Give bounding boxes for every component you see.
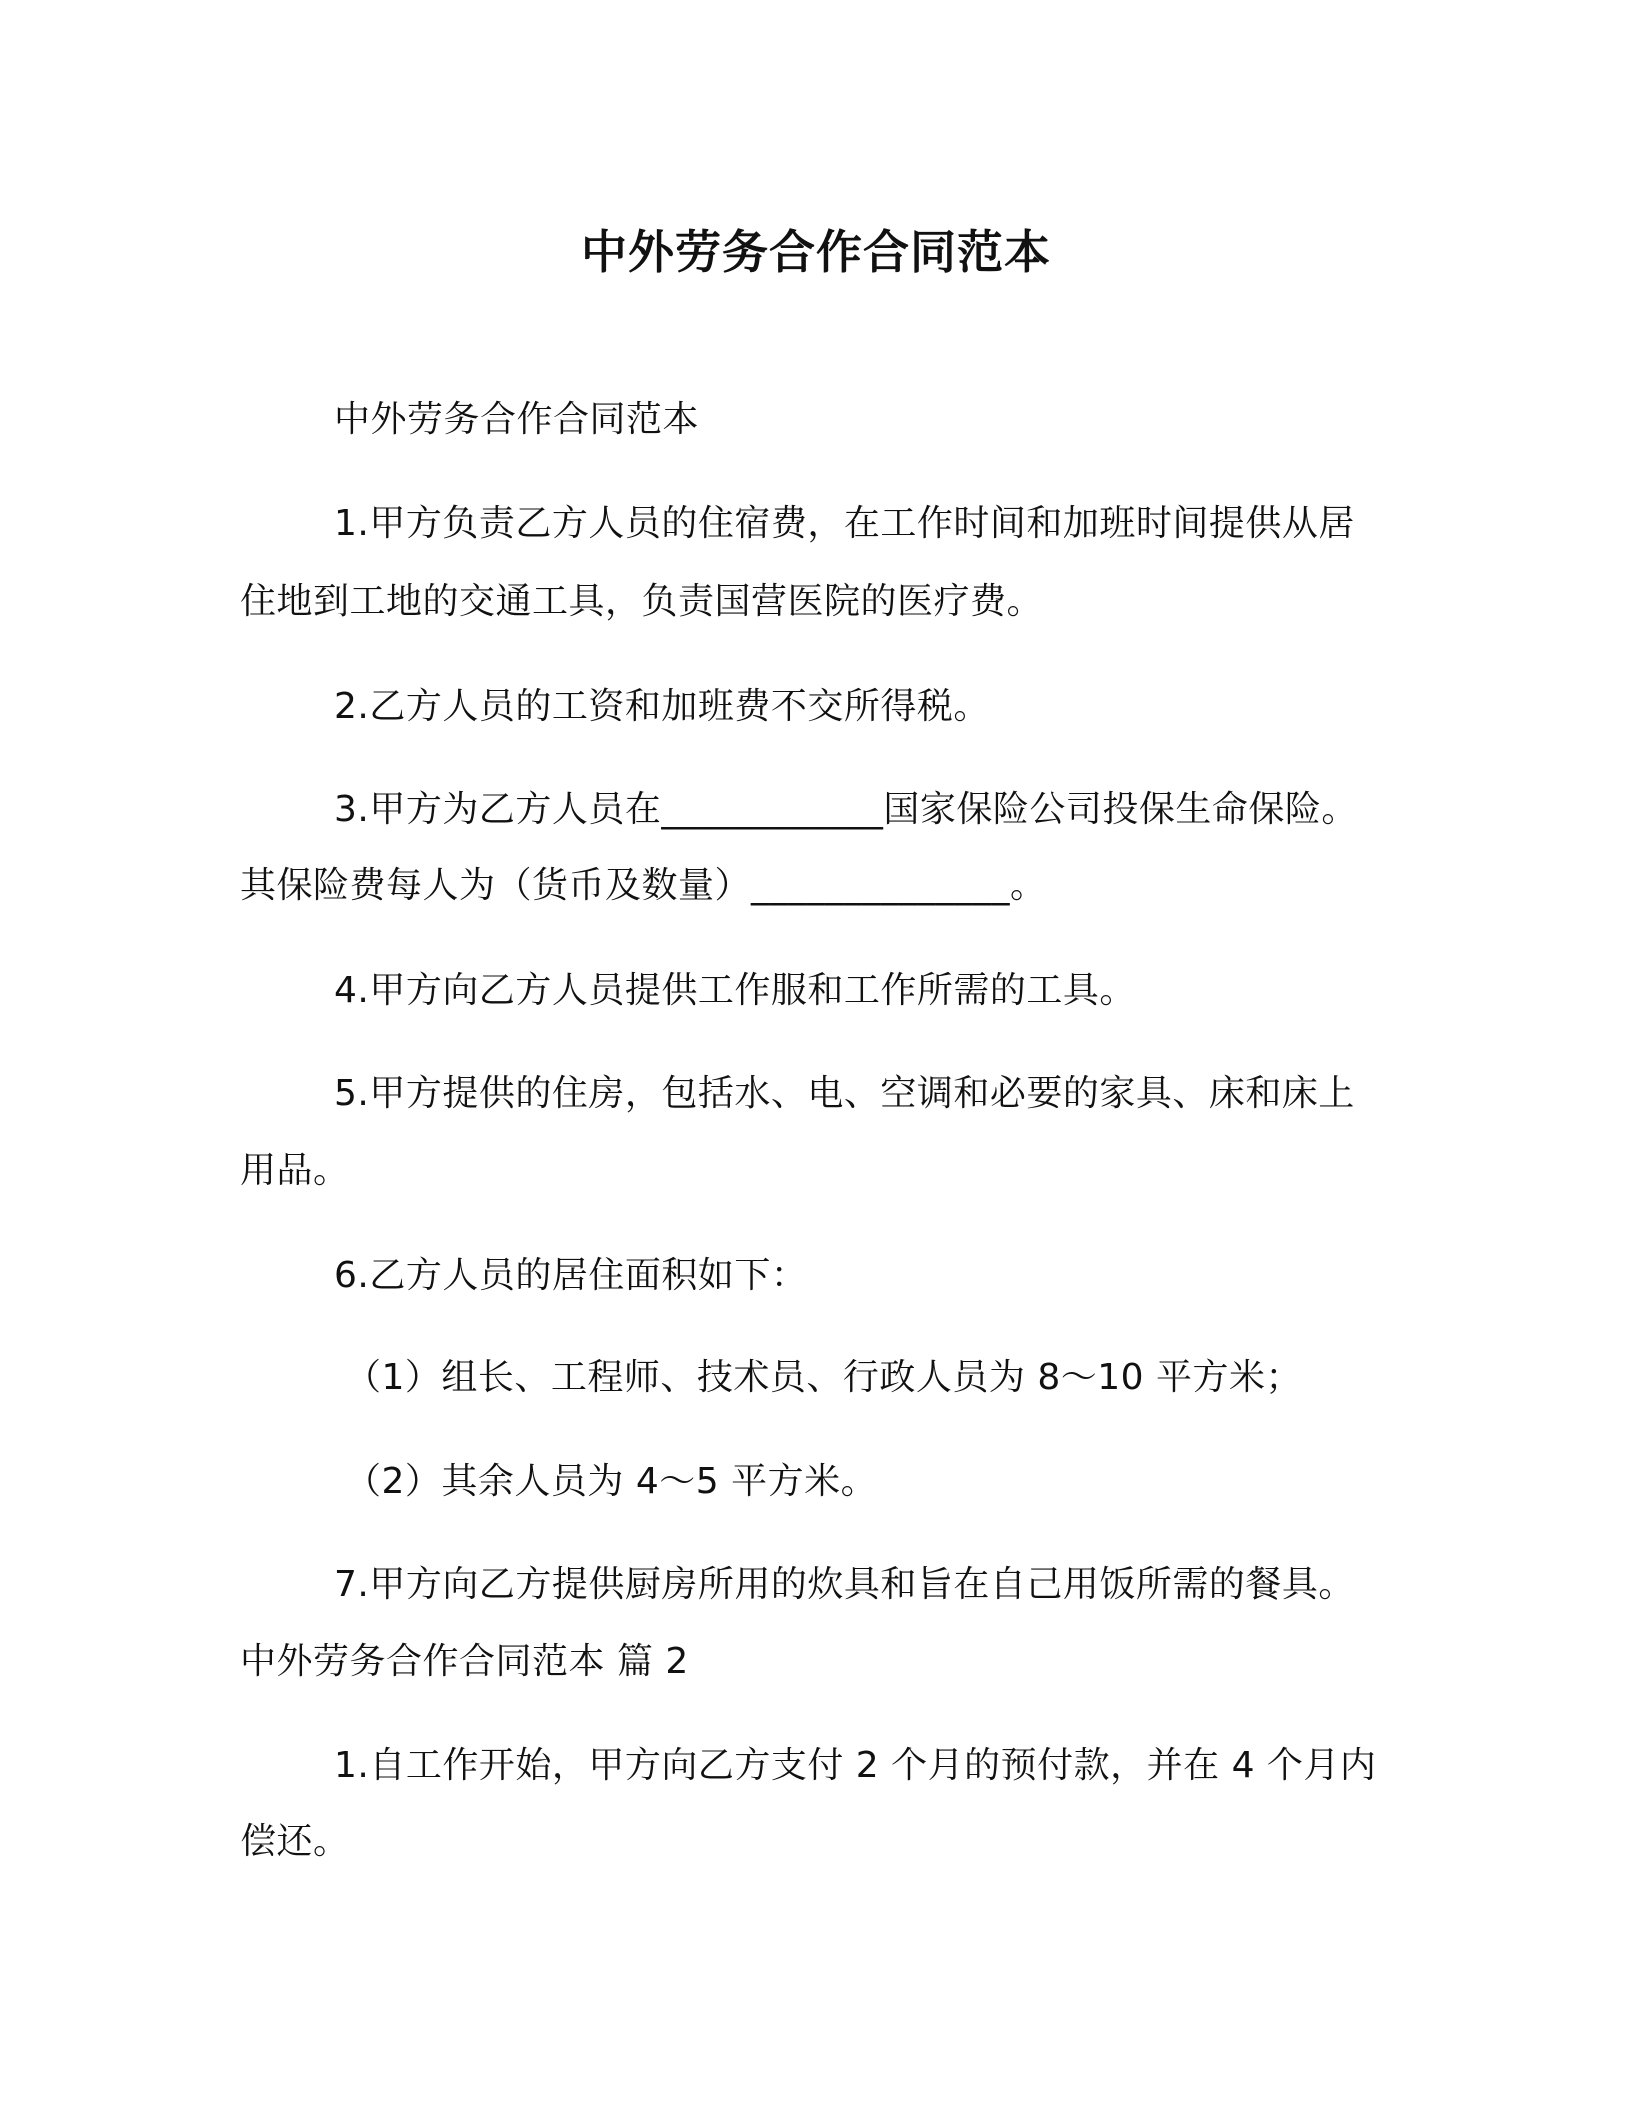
clause-4: 4.甲方向乙方人员提供工作服和工作所需的工具。 [334,970,1136,1011]
clause-2: 2.乙方人员的工资和加班费不交所得税。 [334,686,990,727]
clause-1-line-1: 1.甲方负责乙方人员的住宿费，在工作时间和加班时间提供从居 [334,503,1355,544]
section-2-clause-1-line-2: 偿还。 [240,1821,350,1862]
clause-6: 6.乙方人员的居住面积如下： [334,1255,808,1296]
clause-5-line-2: 用品。 [240,1150,350,1191]
document-title: 中外劳务合作合同范本 [581,225,1051,279]
section-2-clause-1-line-1: 1.自工作开始，甲方向乙方支付 2 个月的预付款，并在 4 个月内 [334,1745,1377,1786]
clause-1-line-2: 住地到工地的交通工具，负责国营医院的医疗费。 [240,581,1044,622]
document-heading: 中外劳务合作合同范本 [334,399,700,440]
sub-item-2: （2）其余人员为 4～5 平方米。 [345,1461,878,1502]
clause-3-line-2: 其保险费每人为（货币及数量）______________。 [240,865,1047,906]
section-2-heading: 中外劳务合作合同范本 篇 2 [240,1641,689,1682]
clause-7: 7.甲方向乙方提供厨房所用的炊具和旨在自己用饭所需的餐具。 [334,1564,1355,1605]
sub-item-1: （1）组长、工程师、技术员、行政人员为 8～10 平方米； [345,1357,1303,1398]
clause-3-line-1: 3.甲方为乙方人员在____________国家保险公司投保生命保险。 [334,789,1358,830]
clause-5-line-1: 5.甲方提供的住房，包括水、电、空调和必要的家具、床和床上 [334,1073,1355,1114]
